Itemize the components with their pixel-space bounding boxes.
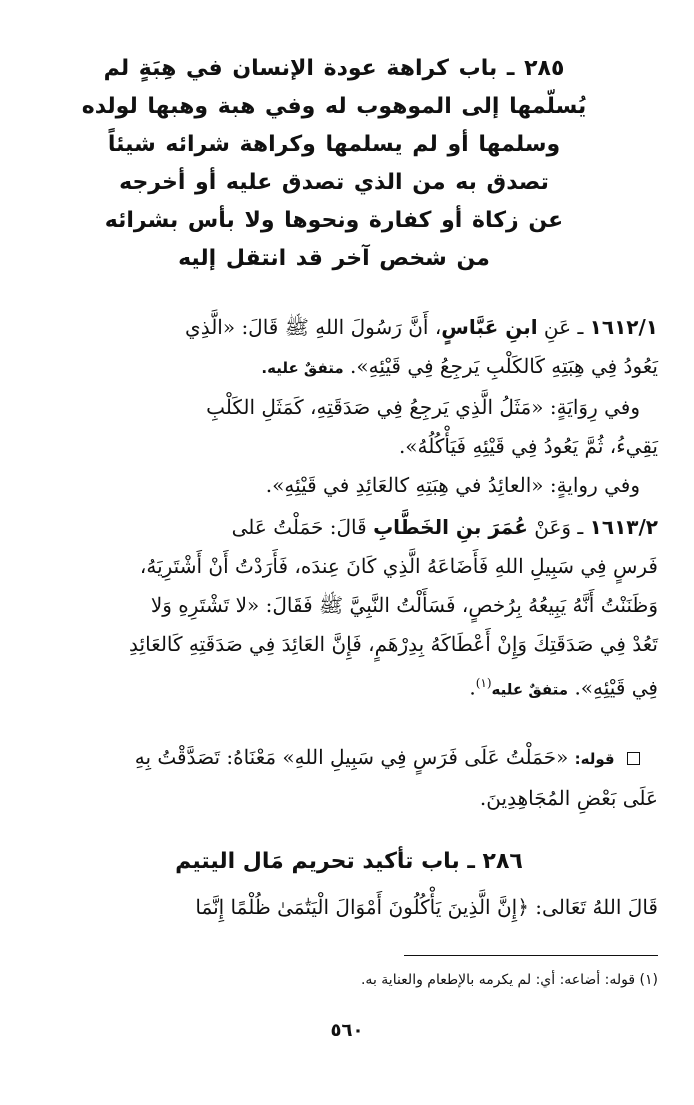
footnote-marker: (١)	[639, 972, 658, 988]
hadith-1613-line-3: وَظَنَنْتُ أَنَّهُ يَبِيعُهُ بِرُخصٍ، فَسَأَلْتُ النَّبِيَّ ﷺ فَقَالَ: «لا تَشْتَرِهِ وَلا	[150, 593, 658, 617]
chapter-285-title-line: من شخص آخر قد انتقل إليه	[178, 246, 490, 271]
hadith-text: قَالَ: حَمَلْتُ عَلى	[231, 515, 367, 539]
commentary	[40, 738, 658, 818]
chapter-285-title-line: ٢٨٥ ـ باب كراهة عودة الإنسان في هِبَةٍ لم	[103, 56, 565, 81]
hadith-text: فِي قَيْئِهِ».	[574, 675, 658, 700]
narrator-name: ابنِ عَبَّاسٍ	[441, 315, 538, 339]
chapter-286-verse	[40, 888, 658, 927]
riwaya-1-line-2: يَقِيءُ، ثُمَّ يَعُودُ فِي قَيْئِهِ فَيَأْكُلُهُ».	[398, 434, 658, 458]
chapter-286-title: ٢٨٦ ـ باب تأكيد تحريم مَال اليتيم	[175, 849, 523, 874]
hadith-number: ١٦١٢/١	[589, 315, 658, 339]
hadith-intro: ـ عَنِ	[543, 315, 584, 339]
chapter-285-title-line: عن زكاة أو كفارة ونحوها ولا بأس بشرائه	[104, 208, 564, 233]
quran-verse: ﴿إِنَّ الَّذِينَ يَأْكُلُونَ أَمْوَالَ الْيَتَٰمَىٰ ظُلْمًا إِنَّمَا	[195, 895, 529, 919]
footnote-reference[interactable]: (١)	[475, 676, 492, 690]
hadith-text: ، أَنَّ رَسُولَ اللهِ ﷺ قَالَ: «الَّذِي	[185, 315, 442, 339]
footnote	[40, 968, 658, 992]
commentary-label: قوله:	[574, 750, 615, 768]
verse-line	[40, 888, 658, 927]
narrator-name: عُمَرَ بنِ الخَطَّابِ	[373, 515, 528, 539]
agreed-upon-label: متفقٌ عليه.	[261, 359, 344, 377]
hadith-1613-line-4: تَعُدْ فِي صَدَقَتِكَ وَإِنْ أَعْطَاكَهُ بِدِرْهَمٍ، فَإِنَّ العَائِدَ فِي صَدَقَتِهِ كَالعَائِدِ	[129, 632, 658, 656]
riwaya-1-line-1: وفي رِوَايَةٍ: «مَثَلُ الَّذِي يَرجِعُ فِي صَدَقَتِهِ، كَمَثَلِ الكَلْبِ	[206, 395, 640, 419]
chapter-285-title-line: تصدق به من الذي تصدق عليه أو أخرجه	[119, 170, 549, 195]
hadith-text: يَعُودُ فِي هِبَتِهِ كَالكَلْبِ يَرجِعُ فِي قَيْئِهِ».	[350, 354, 658, 378]
end-punctuation: .	[469, 675, 476, 700]
commentary-line-1	[40, 738, 658, 779]
riwaya-2: وفي روايةٍ: «العائِدُ في هِبَتِهِ كالعَائِدِ في قَيْئِهِ».	[265, 473, 640, 497]
footnote-divider	[404, 955, 658, 956]
chapter-285-title-line: وسلمها أو لم يسلمها وكراهة شرائه شيئاً	[107, 132, 561, 157]
hadith-1612	[40, 308, 658, 505]
footnote-text: قوله: أضاعه: أي: لم يكرمه بالإطعام والعناية به.	[360, 972, 636, 988]
hadith-1612-line-1	[40, 308, 658, 347]
chapter-285-title	[58, 50, 610, 278]
chapter-285-title-line: يُسلّمها إلى الموهوب له وفي هبة وهبها لولده	[81, 94, 587, 119]
hadith-number: ١٦١٣/٢	[589, 515, 658, 539]
hadith-1612-line-2	[40, 347, 658, 388]
verse-intro: قَالَ اللهُ تَعَالى:	[535, 895, 658, 919]
hadith-1613	[40, 508, 658, 710]
commentary-line-2: عَلَى بَعْضِ المُجَاهِدِينَ.	[479, 786, 658, 810]
square-bullet-icon	[627, 752, 640, 765]
hadith-intro: ـ وَعَنْ	[534, 515, 584, 539]
page-number: ٥٦٠	[330, 1020, 364, 1041]
hadith-1613-line-1	[40, 508, 658, 547]
hadith-1613-line-5	[40, 664, 658, 710]
agreed-upon-label: متفقٌ عليه	[491, 680, 569, 699]
commentary-text: «حَمَلْتُ عَلَى فَرَسٍ فِي سَبِيلِ اللهِ» مَعْنَاهُ: تَصَدَّقْتُ بِهِ	[134, 745, 569, 769]
hadith-1613-line-2: فَرسٍ فِي سَبِيلِ اللهِ فَأَضَاعَهُ الَّذِي كَانَ عِندَه، فَأَرَدْتُ أَنْ أَشْتَرِيَهُ،	[139, 554, 658, 578]
